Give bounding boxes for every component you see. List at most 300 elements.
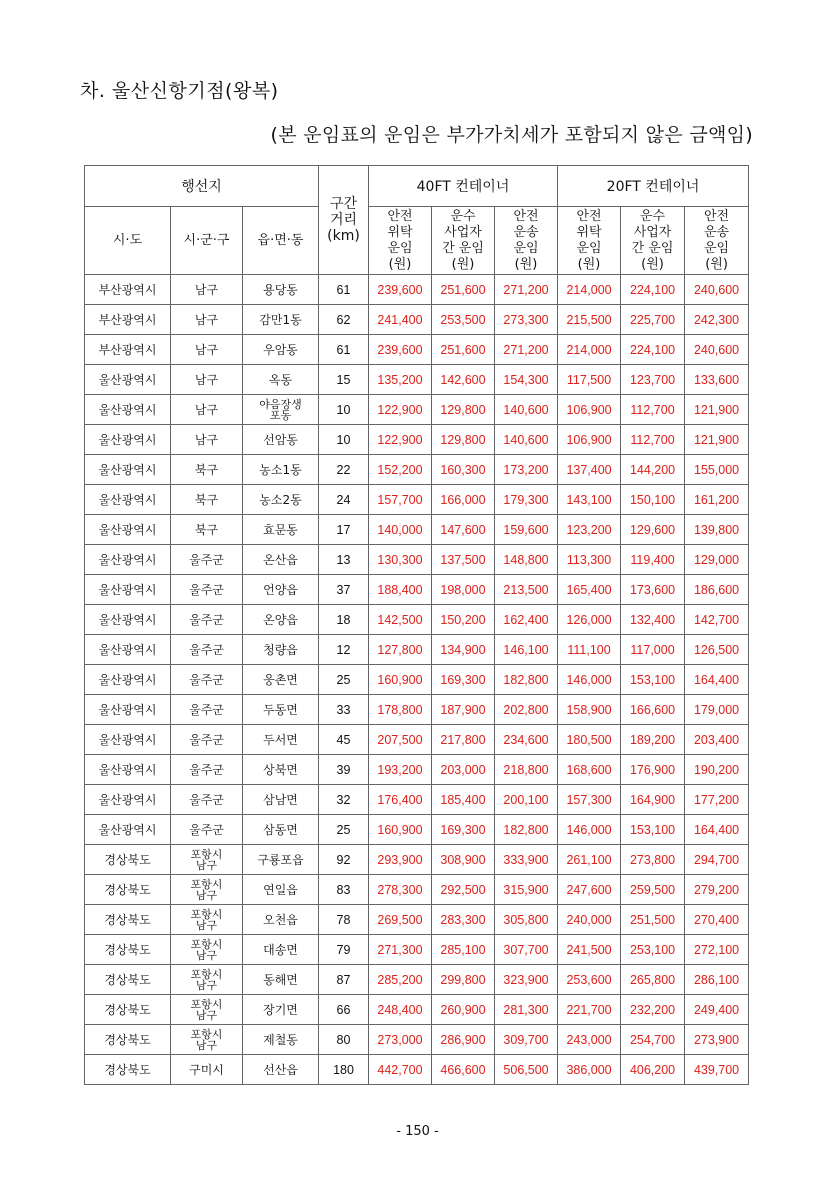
cell-eupmyeon: 연일읍 [243, 875, 319, 905]
cell-40ft-safe-trust: 178,800 [369, 695, 432, 725]
cell-distance: 33 [319, 695, 369, 725]
cell-20ft-carrier: 123,700 [621, 365, 685, 395]
cell-eupmyeon: 우암동 [243, 335, 319, 365]
cell-eupmyeon: 구룡포읍 [243, 845, 319, 875]
cell-20ft-safe-transport: 203,400 [685, 725, 749, 755]
cell-sigungu: 포항시 남구 [171, 995, 243, 1025]
cell-40ft-safe-transport: 234,600 [495, 725, 558, 755]
cell-20ft-safe-trust: 146,000 [558, 665, 621, 695]
cell-distance: 25 [319, 815, 369, 845]
cell-20ft-safe-transport: 242,300 [685, 305, 749, 335]
cell-40ft-safe-transport: 315,900 [495, 875, 558, 905]
cell-sido: 울산광역시 [85, 395, 171, 425]
cell-40ft-carrier: 285,100 [432, 935, 495, 965]
cell-sido: 울산광역시 [85, 455, 171, 485]
table-row [85, 305, 749, 335]
cell-40ft-safe-trust: 241,400 [369, 305, 432, 335]
table-row [85, 935, 749, 965]
cell-40ft-carrier: 134,900 [432, 635, 495, 665]
cell-eupmyeon: 삼동면 [243, 815, 319, 845]
cell-sido: 울산광역시 [85, 785, 171, 815]
cell-distance: 61 [319, 275, 369, 305]
cell-20ft-safe-transport: 270,400 [685, 905, 749, 935]
table-row [85, 755, 749, 785]
cell-40ft-safe-trust: 293,900 [369, 845, 432, 875]
table-row [85, 365, 749, 395]
cell-distance: 22 [319, 455, 369, 485]
header-destination: 행선지 [85, 166, 319, 207]
cell-distance: 62 [319, 305, 369, 335]
cell-sido: 울산광역시 [85, 665, 171, 695]
table-row [85, 335, 749, 365]
cell-20ft-safe-transport: 279,200 [685, 875, 749, 905]
cell-40ft-carrier: 169,300 [432, 815, 495, 845]
cell-sigungu: 울주군 [171, 635, 243, 665]
cell-sido: 경상북도 [85, 1025, 171, 1055]
cell-distance: 92 [319, 845, 369, 875]
cell-20ft-carrier: 224,100 [621, 275, 685, 305]
cell-40ft-safe-trust: 122,900 [369, 425, 432, 455]
cell-20ft-safe-trust: 146,000 [558, 815, 621, 845]
cell-40ft-safe-transport: 140,600 [495, 395, 558, 425]
page-number: - 150 - [396, 1124, 439, 1139]
cell-distance: 15 [319, 365, 369, 395]
cell-40ft-safe-trust: 273,000 [369, 1025, 432, 1055]
cell-eupmyeon: 선암동 [243, 425, 319, 455]
cell-sido: 경상북도 [85, 995, 171, 1025]
cell-20ft-safe-trust: 106,900 [558, 395, 621, 425]
cell-20ft-carrier: 166,600 [621, 695, 685, 725]
cell-eupmyeon: 농소1동 [243, 455, 319, 485]
cell-40ft-safe-trust: 285,200 [369, 965, 432, 995]
cell-20ft-safe-trust: 221,700 [558, 995, 621, 1025]
cell-eupmyeon: 청량읍 [243, 635, 319, 665]
cell-eupmyeon: 동해면 [243, 965, 319, 995]
cell-40ft-safe-transport: 307,700 [495, 935, 558, 965]
cell-distance: 24 [319, 485, 369, 515]
cell-20ft-safe-trust: 168,600 [558, 755, 621, 785]
cell-20ft-safe-transport: 190,200 [685, 755, 749, 785]
cell-40ft-carrier: 283,300 [432, 905, 495, 935]
cell-40ft-safe-trust: 442,700 [369, 1055, 432, 1085]
cell-sido: 울산광역시 [85, 485, 171, 515]
cell-eupmyeon: 상북면 [243, 755, 319, 785]
cell-sigungu: 남구 [171, 365, 243, 395]
cell-20ft-safe-trust: 243,000 [558, 1025, 621, 1055]
cell-sigungu: 포항시 남구 [171, 845, 243, 875]
cell-20ft-carrier: 153,100 [621, 665, 685, 695]
cell-20ft-carrier: 117,000 [621, 635, 685, 665]
header-distance: 구간 거리 (km) [319, 166, 369, 275]
cell-distance: 13 [319, 545, 369, 575]
vat-note: (본 운임표의 운임은 부가가치세가 포함되지 않은 금액임) [270, 124, 753, 146]
cell-40ft-carrier: 308,900 [432, 845, 495, 875]
cell-20ft-carrier: 253,100 [621, 935, 685, 965]
cell-eupmyeon: 농소2동 [243, 485, 319, 515]
cell-20ft-carrier: 119,400 [621, 545, 685, 575]
cell-20ft-carrier: 224,100 [621, 335, 685, 365]
section-title: 차. 울산신항기점(왕복) [80, 80, 279, 102]
cell-eupmyeon: 옥동 [243, 365, 319, 395]
table-row [85, 545, 749, 575]
cell-distance: 78 [319, 905, 369, 935]
cell-40ft-safe-trust: 239,600 [369, 335, 432, 365]
cell-40ft-safe-trust: 278,300 [369, 875, 432, 905]
cell-20ft-carrier: 259,500 [621, 875, 685, 905]
cell-sido: 울산광역시 [85, 755, 171, 785]
cell-sido: 울산광역시 [85, 425, 171, 455]
cell-20ft-safe-transport: 155,000 [685, 455, 749, 485]
cell-20ft-safe-trust: 165,400 [558, 575, 621, 605]
cell-sigungu: 남구 [171, 305, 243, 335]
cell-40ft-safe-transport: 162,400 [495, 605, 558, 635]
cell-20ft-safe-trust: 111,100 [558, 635, 621, 665]
cell-sigungu: 울주군 [171, 575, 243, 605]
cell-20ft-safe-transport: 273,900 [685, 1025, 749, 1055]
cell-sigungu: 북구 [171, 455, 243, 485]
cell-20ft-safe-transport: 249,400 [685, 995, 749, 1025]
header-20ft-safe-trust: 안전 위탁 운임 (원) [558, 207, 621, 275]
cell-eupmyeon: 효문동 [243, 515, 319, 545]
header-20ft-carrier: 운수 사업자 간 운임 (원) [621, 207, 685, 275]
cell-eupmyeon: 언양읍 [243, 575, 319, 605]
cell-40ft-safe-trust: 160,900 [369, 665, 432, 695]
cell-20ft-safe-transport: 272,100 [685, 935, 749, 965]
cell-40ft-carrier: 217,800 [432, 725, 495, 755]
cell-40ft-carrier: 137,500 [432, 545, 495, 575]
cell-sigungu: 포항시 남구 [171, 965, 243, 995]
cell-sido: 부산광역시 [85, 275, 171, 305]
cell-40ft-carrier: 166,000 [432, 485, 495, 515]
table-row [85, 485, 749, 515]
cell-20ft-safe-transport: 121,900 [685, 425, 749, 455]
cell-40ft-safe-transport: 154,300 [495, 365, 558, 395]
cell-20ft-safe-trust: 158,900 [558, 695, 621, 725]
table-row [85, 515, 749, 545]
cell-40ft-safe-transport: 271,200 [495, 275, 558, 305]
cell-20ft-carrier: 129,600 [621, 515, 685, 545]
cell-sigungu: 북구 [171, 485, 243, 515]
table-row [85, 695, 749, 725]
cell-40ft-carrier: 292,500 [432, 875, 495, 905]
cell-20ft-safe-trust: 180,500 [558, 725, 621, 755]
cell-20ft-safe-trust: 123,200 [558, 515, 621, 545]
table-row [85, 725, 749, 755]
cell-20ft-safe-trust: 253,600 [558, 965, 621, 995]
cell-sido: 울산광역시 [85, 695, 171, 725]
table-row [85, 455, 749, 485]
freight-rate-table [84, 165, 749, 1085]
cell-20ft-carrier: 265,800 [621, 965, 685, 995]
cell-sigungu: 울주군 [171, 815, 243, 845]
cell-distance: 37 [319, 575, 369, 605]
cell-20ft-carrier: 254,700 [621, 1025, 685, 1055]
cell-20ft-safe-transport: 142,700 [685, 605, 749, 635]
cell-eupmyeon: 감만1동 [243, 305, 319, 335]
cell-20ft-safe-transport: 294,700 [685, 845, 749, 875]
cell-sigungu: 울주군 [171, 725, 243, 755]
header-40ft-safe-trust: 안전 위탁 운임 (원) [369, 207, 432, 275]
cell-20ft-carrier: 164,900 [621, 785, 685, 815]
cell-sido: 경상북도 [85, 965, 171, 995]
cell-40ft-safe-transport: 200,100 [495, 785, 558, 815]
cell-sido: 경상북도 [85, 935, 171, 965]
cell-sigungu: 포항시 남구 [171, 905, 243, 935]
cell-sido: 경상북도 [85, 1055, 171, 1085]
cell-40ft-carrier: 142,600 [432, 365, 495, 395]
cell-sigungu: 울주군 [171, 665, 243, 695]
cell-20ft-safe-transport: 164,400 [685, 815, 749, 845]
cell-20ft-safe-trust: 261,100 [558, 845, 621, 875]
cell-20ft-safe-transport: 240,600 [685, 335, 749, 365]
cell-distance: 10 [319, 425, 369, 455]
cell-20ft-safe-transport: 186,600 [685, 575, 749, 605]
cell-20ft-safe-trust: 117,500 [558, 365, 621, 395]
table-row [85, 605, 749, 635]
cell-40ft-carrier: 251,600 [432, 335, 495, 365]
cell-distance: 25 [319, 665, 369, 695]
cell-sido: 경상북도 [85, 905, 171, 935]
cell-sigungu: 울주군 [171, 695, 243, 725]
cell-sigungu: 남구 [171, 275, 243, 305]
table-row [85, 575, 749, 605]
cell-sigungu: 포항시 남구 [171, 875, 243, 905]
cell-eupmyeon: 야음장생 포동 [243, 395, 319, 425]
cell-20ft-safe-trust: 106,900 [558, 425, 621, 455]
cell-40ft-safe-transport: 179,300 [495, 485, 558, 515]
cell-20ft-carrier: 406,200 [621, 1055, 685, 1085]
cell-eupmyeon: 온산읍 [243, 545, 319, 575]
cell-20ft-carrier: 132,400 [621, 605, 685, 635]
cell-sido: 부산광역시 [85, 305, 171, 335]
table-row [85, 875, 749, 905]
cell-eupmyeon: 선산읍 [243, 1055, 319, 1085]
cell-40ft-carrier: 150,200 [432, 605, 495, 635]
cell-20ft-safe-trust: 214,000 [558, 275, 621, 305]
cell-20ft-carrier: 150,100 [621, 485, 685, 515]
cell-20ft-safe-transport: 161,200 [685, 485, 749, 515]
table-row [85, 995, 749, 1025]
header-40ft-carrier: 운수 사업자 간 운임 (원) [432, 207, 495, 275]
cell-40ft-carrier: 169,300 [432, 665, 495, 695]
cell-40ft-safe-trust: 127,800 [369, 635, 432, 665]
cell-sido: 울산광역시 [85, 725, 171, 755]
cell-40ft-carrier: 129,800 [432, 425, 495, 455]
cell-40ft-carrier: 187,900 [432, 695, 495, 725]
cell-40ft-safe-transport: 202,800 [495, 695, 558, 725]
cell-eupmyeon: 삼남면 [243, 785, 319, 815]
cell-40ft-safe-transport: 333,900 [495, 845, 558, 875]
cell-20ft-safe-trust: 157,300 [558, 785, 621, 815]
cell-40ft-carrier: 203,000 [432, 755, 495, 785]
table-body [85, 275, 749, 1085]
cell-sido: 부산광역시 [85, 335, 171, 365]
cell-sido: 울산광역시 [85, 815, 171, 845]
cell-20ft-safe-trust: 247,600 [558, 875, 621, 905]
cell-distance: 83 [319, 875, 369, 905]
cell-20ft-safe-trust: 241,500 [558, 935, 621, 965]
cell-40ft-safe-trust: 157,700 [369, 485, 432, 515]
cell-40ft-carrier: 286,900 [432, 1025, 495, 1055]
cell-40ft-safe-transport: 218,800 [495, 755, 558, 785]
cell-distance: 32 [319, 785, 369, 815]
cell-eupmyeon: 온양읍 [243, 605, 319, 635]
cell-20ft-safe-trust: 240,000 [558, 905, 621, 935]
cell-20ft-safe-trust: 143,100 [558, 485, 621, 515]
cell-40ft-safe-trust: 130,300 [369, 545, 432, 575]
cell-40ft-safe-transport: 213,500 [495, 575, 558, 605]
header-20ft: 20FT 컨테이너 [558, 166, 749, 207]
cell-20ft-safe-transport: 439,700 [685, 1055, 749, 1085]
cell-sido: 울산광역시 [85, 575, 171, 605]
cell-eupmyeon: 용당동 [243, 275, 319, 305]
table-row [85, 665, 749, 695]
cell-40ft-safe-transport: 273,300 [495, 305, 558, 335]
cell-sido: 울산광역시 [85, 515, 171, 545]
cell-eupmyeon: 대송면 [243, 935, 319, 965]
header-sido: 시·도 [85, 207, 171, 275]
table-row [85, 815, 749, 845]
cell-20ft-carrier: 232,200 [621, 995, 685, 1025]
cell-40ft-carrier: 466,600 [432, 1055, 495, 1085]
cell-40ft-safe-trust: 269,500 [369, 905, 432, 935]
cell-40ft-safe-transport: 506,500 [495, 1055, 558, 1085]
cell-eupmyeon: 두서면 [243, 725, 319, 755]
header-40ft: 40FT 컨테이너 [369, 166, 558, 207]
cell-distance: 39 [319, 755, 369, 785]
cell-distance: 61 [319, 335, 369, 365]
cell-40ft-carrier: 253,500 [432, 305, 495, 335]
header-sigungu: 시·군·구 [171, 207, 243, 275]
cell-40ft-safe-transport: 305,800 [495, 905, 558, 935]
cell-20ft-carrier: 251,500 [621, 905, 685, 935]
table-row [85, 965, 749, 995]
cell-distance: 10 [319, 395, 369, 425]
table-row [85, 905, 749, 935]
cell-20ft-carrier: 112,700 [621, 395, 685, 425]
cell-20ft-safe-trust: 214,000 [558, 335, 621, 365]
cell-40ft-safe-trust: 207,500 [369, 725, 432, 755]
cell-eupmyeon: 제철동 [243, 1025, 319, 1055]
cell-40ft-safe-transport: 146,100 [495, 635, 558, 665]
cell-distance: 45 [319, 725, 369, 755]
cell-sigungu: 울주군 [171, 605, 243, 635]
cell-20ft-safe-transport: 164,400 [685, 665, 749, 695]
cell-20ft-safe-trust: 215,500 [558, 305, 621, 335]
cell-eupmyeon: 두동면 [243, 695, 319, 725]
header-eupmyeon: 읍·면·동 [243, 207, 319, 275]
cell-sigungu: 남구 [171, 395, 243, 425]
cell-40ft-safe-transport: 281,300 [495, 995, 558, 1025]
cell-40ft-safe-transport: 173,200 [495, 455, 558, 485]
cell-40ft-safe-transport: 271,200 [495, 335, 558, 365]
cell-distance: 79 [319, 935, 369, 965]
cell-20ft-carrier: 153,100 [621, 815, 685, 845]
cell-40ft-safe-trust: 122,900 [369, 395, 432, 425]
cell-40ft-safe-transport: 140,600 [495, 425, 558, 455]
cell-40ft-safe-transport: 182,800 [495, 665, 558, 695]
cell-40ft-safe-transport: 323,900 [495, 965, 558, 995]
cell-20ft-safe-transport: 133,600 [685, 365, 749, 395]
cell-40ft-carrier: 185,400 [432, 785, 495, 815]
cell-40ft-safe-trust: 239,600 [369, 275, 432, 305]
table-row [85, 275, 749, 305]
cell-20ft-safe-transport: 126,500 [685, 635, 749, 665]
cell-40ft-safe-trust: 160,900 [369, 815, 432, 845]
cell-20ft-safe-transport: 121,900 [685, 395, 749, 425]
table-row [85, 635, 749, 665]
cell-sido: 경상북도 [85, 875, 171, 905]
cell-20ft-carrier: 176,900 [621, 755, 685, 785]
cell-40ft-safe-transport: 182,800 [495, 815, 558, 845]
cell-sigungu: 포항시 남구 [171, 935, 243, 965]
cell-20ft-safe-transport: 179,000 [685, 695, 749, 725]
cell-eupmyeon: 웅촌면 [243, 665, 319, 695]
cell-sigungu: 포항시 남구 [171, 1025, 243, 1055]
cell-sigungu: 울주군 [171, 755, 243, 785]
cell-20ft-carrier: 189,200 [621, 725, 685, 755]
cell-40ft-carrier: 260,900 [432, 995, 495, 1025]
table-row [85, 1025, 749, 1055]
cell-20ft-carrier: 112,700 [621, 425, 685, 455]
cell-distance: 18 [319, 605, 369, 635]
cell-sigungu: 북구 [171, 515, 243, 545]
cell-sido: 울산광역시 [85, 635, 171, 665]
cell-40ft-safe-trust: 152,200 [369, 455, 432, 485]
header-20ft-safe-transport: 안전 운송 운임 (원) [685, 207, 749, 275]
cell-40ft-carrier: 299,800 [432, 965, 495, 995]
table-row [85, 425, 749, 455]
cell-40ft-carrier: 147,600 [432, 515, 495, 545]
cell-20ft-safe-trust: 126,000 [558, 605, 621, 635]
table-row [85, 1055, 749, 1085]
cell-40ft-safe-trust: 188,400 [369, 575, 432, 605]
cell-sido: 울산광역시 [85, 605, 171, 635]
cell-20ft-safe-transport: 240,600 [685, 275, 749, 305]
cell-20ft-safe-transport: 286,100 [685, 965, 749, 995]
cell-sigungu: 남구 [171, 335, 243, 365]
cell-20ft-safe-trust: 137,400 [558, 455, 621, 485]
cell-40ft-safe-trust: 135,200 [369, 365, 432, 395]
cell-20ft-safe-trust: 386,000 [558, 1055, 621, 1085]
cell-40ft-carrier: 129,800 [432, 395, 495, 425]
cell-40ft-safe-transport: 159,600 [495, 515, 558, 545]
cell-40ft-safe-trust: 140,000 [369, 515, 432, 545]
cell-20ft-safe-trust: 113,300 [558, 545, 621, 575]
cell-distance: 66 [319, 995, 369, 1025]
table-row [85, 845, 749, 875]
cell-distance: 17 [319, 515, 369, 545]
table-row [85, 785, 749, 815]
cell-20ft-carrier: 273,800 [621, 845, 685, 875]
cell-40ft-safe-trust: 271,300 [369, 935, 432, 965]
cell-distance: 12 [319, 635, 369, 665]
cell-20ft-carrier: 144,200 [621, 455, 685, 485]
cell-40ft-carrier: 251,600 [432, 275, 495, 305]
cell-eupmyeon: 오천읍 [243, 905, 319, 935]
cell-eupmyeon: 장기면 [243, 995, 319, 1025]
cell-distance: 80 [319, 1025, 369, 1055]
cell-sido: 울산광역시 [85, 545, 171, 575]
cell-40ft-safe-trust: 176,400 [369, 785, 432, 815]
cell-40ft-safe-trust: 248,400 [369, 995, 432, 1025]
cell-20ft-carrier: 225,700 [621, 305, 685, 335]
cell-distance: 87 [319, 965, 369, 995]
cell-40ft-carrier: 160,300 [432, 455, 495, 485]
cell-sigungu: 울주군 [171, 545, 243, 575]
cell-20ft-safe-transport: 139,800 [685, 515, 749, 545]
cell-sido: 경상북도 [85, 845, 171, 875]
